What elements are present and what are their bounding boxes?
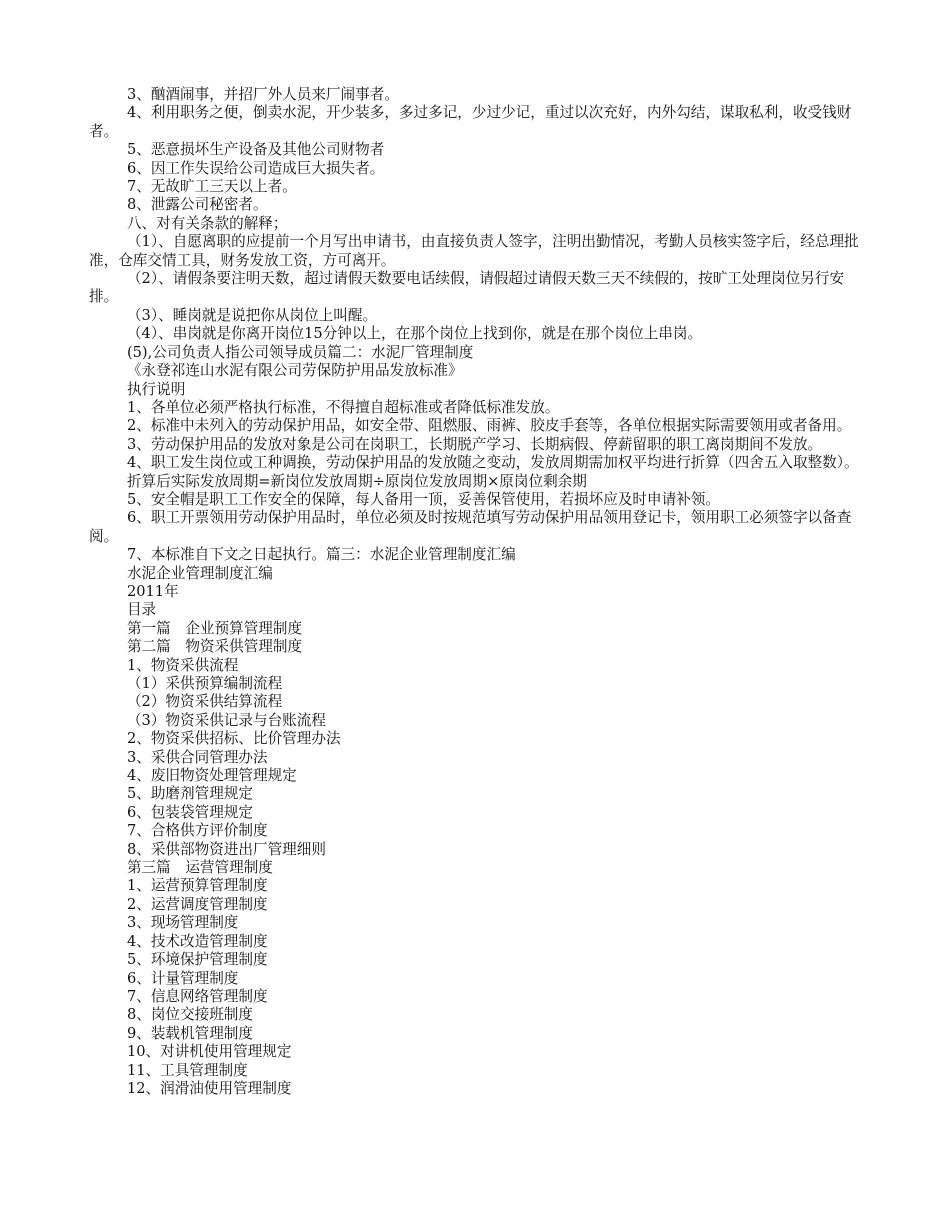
toc-item: 7、合格供方评价制度 — [126, 822, 268, 840]
toc-item: 11、工具管理制度 — [126, 1061, 248, 1079]
document-body — [89, 86, 871, 1098]
explanation-5: (5),公司负责人指公司领导成员篇二：水泥厂管理制度 — [126, 343, 474, 361]
toc-item: 5、环境保护管理制度 — [126, 951, 268, 969]
section-heading-8: 八、对有关条款的解释； — [126, 214, 288, 232]
note-3: 3、劳动保护用品的发放对象是公司在岗职工，长期脱产学习、长期病假、停薪留职的职工离岗期间不发放。 — [126, 435, 823, 453]
toc-item: 1、运营预算管理制度 — [126, 877, 268, 895]
toc-heading: 目录 — [126, 601, 157, 619]
note-5: 5、安全帽是职工工作安全的保障，每人备用一顶，妥善保管使用，若损坏应及时申请补领。 — [126, 490, 720, 508]
toc-part-3: 第三篇 运营管理制度 — [126, 859, 273, 877]
toc-item: 6、计量管理制度 — [126, 969, 239, 987]
toc-part-2: 第二篇 物资采供管理制度 — [126, 638, 303, 656]
clause-3: 3、酗酒闹事，并招厂外人员来厂闹事者。 — [126, 86, 399, 103]
note-7: 7、本标准自下文之日起执行。篇三：水泥企业管理制度汇编 — [126, 546, 516, 564]
clause-8: 8、泄露公司秘密者。 — [126, 196, 268, 214]
execution-notes-heading: 执行说明 — [126, 380, 186, 398]
explanation-4: （4）、串岗就是你离开岗位15分钟以上，在那个岗位上找到你，就是在那个岗位上串岗。 — [126, 325, 703, 343]
explanation-1: （1）、自愿离职的应提前一个月写出申请书，由直接负责人签字，注明出勤情况，考勤人员核实签字后，经总理批准，仓库交情工具，财务发放工资，方可离开。 — [89, 233, 859, 269]
explanation-3: （3）、睡岗就是说把你从岗位上叫醒。 — [126, 306, 378, 324]
toc-item: 5、助磨剂管理规定 — [126, 785, 253, 803]
clause-4: 4、利用职务之便，倒卖水泥，开少装多，多过多记，少过少记，重过以次充好，内外勾结，谋取私利，收受钱财者。 — [89, 104, 852, 140]
explanation-2: （2）、请假条要注明天数，超过请假天数要电话续假，请假超过请假天数三天不续假的，按旷工处理岗位另行安排。 — [89, 270, 845, 306]
note-2: 2、标准中未列入的劳动保护用品，如安全带、阻燃服、雨裤、胶皮手套等，各单位根据实际需要领用或者备用。 — [126, 417, 852, 435]
toc-subitem: （3）物资采供记录与台账流程 — [126, 711, 326, 729]
standard-title: 《永登祁连山水泥有限公司劳保防护用品发放标准》 — [126, 362, 463, 380]
toc-subitem: （1）采供预算编制流程 — [126, 675, 283, 692]
toc-subitem: （2）物资采供结算流程 — [126, 693, 283, 711]
toc-item: 4、废旧物资处理管理规定 — [126, 767, 297, 785]
toc-item: 7、信息网络管理制度 — [126, 987, 268, 1005]
toc-item: 10、对讲机使用管理规定 — [126, 1043, 292, 1061]
compilation-title: 水泥企业管理制度汇编 — [126, 564, 273, 582]
year: 2011年 — [126, 582, 179, 600]
clause-6: 6、因工作失误给公司造成巨大损失者。 — [126, 159, 385, 177]
toc-item: 2、物资采供招标、比价管理办法 — [126, 730, 341, 748]
clause-5: 5、恶意损坏生产设备及其他公司财物者 — [126, 141, 385, 159]
toc-item: 8、岗位交接班制度 — [126, 1006, 253, 1024]
note-6: 6、职工开票领用劳动保护用品时，单位必须及时按规范填写劳动保护用品领用登记卡，领用职工必须签字以备查阅。 — [89, 509, 852, 545]
toc-item: 1、物资采供流程 — [126, 656, 239, 674]
toc-item: 2、运营调度管理制度 — [126, 895, 268, 913]
note-1: 1、各单位必须严格执行标准，不得擅自超标准或者降低标准发放。 — [126, 398, 560, 416]
clause-7: 7、无故旷工三天以上者。 — [126, 178, 297, 196]
note-4: 4、职工发生岗位或工种调换，劳动保护用品的发放随之变动，发放周期需加权平均进行折算（四舍五入取整数）。 — [126, 454, 859, 472]
toc-part-1: 第一篇 企业预算管理制度 — [126, 619, 303, 637]
toc-item: 4、技术改造管理制度 — [126, 932, 268, 950]
toc-item: 12、润滑油使用管理制度 — [126, 1079, 292, 1097]
formula-line: 折算后实际发放周期=新岗位发放周期÷原岗位发放周期×原岗位剩余期 — [126, 472, 587, 490]
toc-item: 3、采供合同管理办法 — [126, 748, 268, 766]
toc-item: 3、现场管理制度 — [126, 914, 239, 932]
toc-item: 9、装载机管理制度 — [126, 1024, 253, 1042]
toc-item: 8、采供部物资进出厂管理细则 — [126, 840, 326, 858]
toc-item: 6、包装袋管理规定 — [126, 803, 253, 821]
